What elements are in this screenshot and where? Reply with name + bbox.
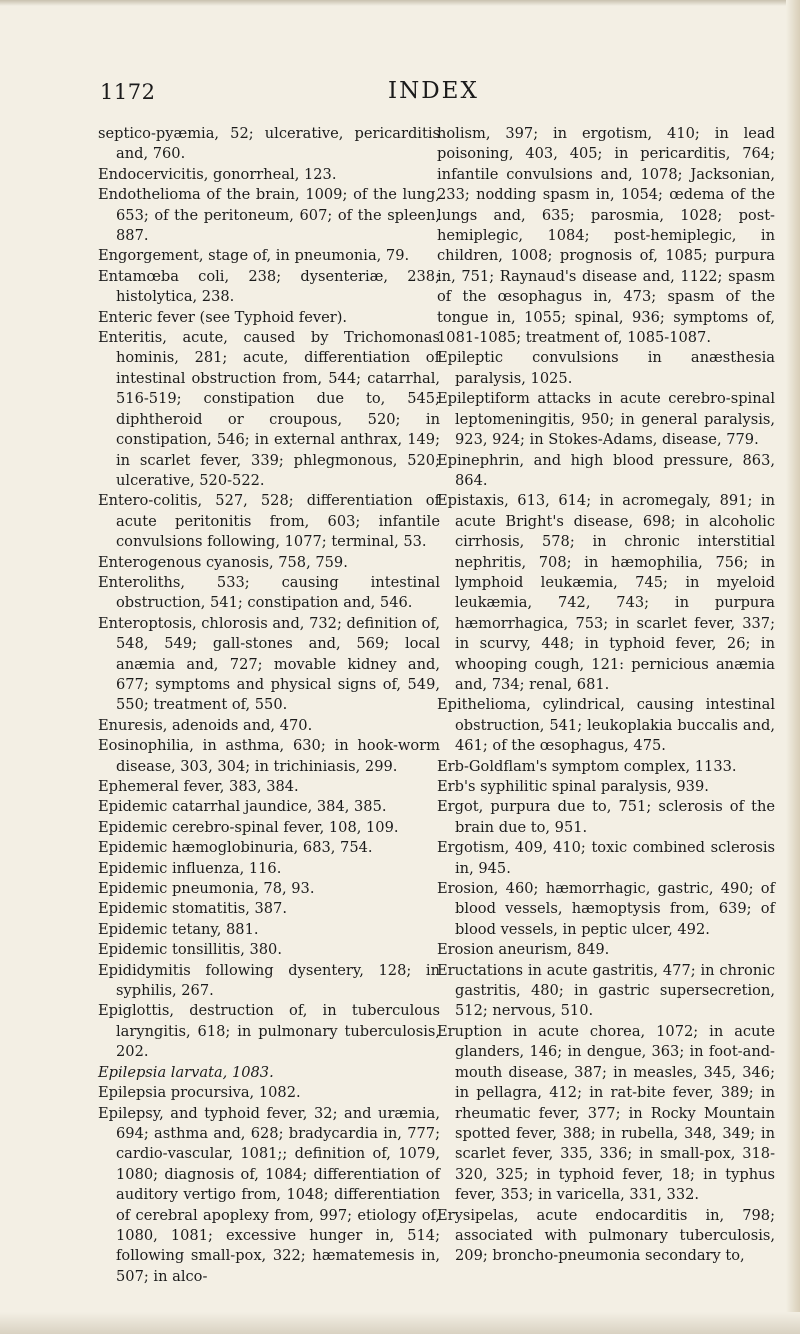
index-entry: Enteroliths, 533; causing intestinal obstruction, 541; constipation and, 546. (98, 573, 440, 612)
index-entry: Epileptiform attacks in acute cerebro-spinal leptomeningitis, 950; in general paralysis, 923, 924; in Stokes-Adams, disease, 779. (437, 390, 775, 449)
index-entry: Engorgement, stage of, in pneumonia, 79. (98, 247, 410, 265)
page-title: INDEX (388, 78, 479, 104)
index-entry: Entero-colitis, 527, 528; differentiation of acute peritonitis from, 603; infantile convulsions following, 1077; terminal, 53. (98, 492, 440, 551)
index-entry: Ergot, purpura due to, 751; sclerosis of the brain due to, 951. (437, 798, 775, 836)
index-entry: Enteritis, acute, caused by Trichomonas hominis, 281; acute, differentiation of intestinal obstruction from, 544; catarrhal, 516-519; constipation due to, 545; diphtheroid or croupous, 520; in constipation, 546; in external anthrax, 149; in scarlet fever, 339; phlegmonous, 520; ulcerative, 520-522. (98, 329, 440, 489)
page-right-edge (786, 0, 800, 1334)
index-entry: Epinephrin, and high blood pressure, 863, 864. (437, 451, 775, 489)
index-entry: Epilepsia larvata, 1083. (98, 1063, 274, 1081)
index-entry: Eosinophilia, in asthma, 630; in hook-worm disease, 303, 304; in trichiniasis, 299. (98, 737, 440, 775)
index-entry: Endothelioma of the brain, 1009; of the lung, 653; of the peritoneum, 607; of the spleen, 887. (98, 186, 440, 245)
index-entry: Epidemic catarrhal jaundice, 384, 385. (98, 798, 387, 816)
index-entry: Epidemic tonsillitis, 380. (98, 941, 282, 959)
right-column (437, 124, 775, 1267)
index-entry: Epididymitis following dysentery, 128; in syphilis, 267. (98, 961, 440, 1000)
index-entry: Epidemic tetany, 881. (98, 920, 259, 938)
index-entry: Endocervicitis, gonorrheal, 123. (98, 165, 337, 183)
page-top-edge (0, 0, 800, 6)
index-entry: Epithelioma, cylindrical, causing intestinal obstruction, 541; leukoplakia buccalis and, 461; of the œsophagus, 475. (437, 696, 775, 755)
index-entry: Eructations in acute gastritis, 477; in chronic gastritis, 480; in gastric supersecretion, 512; nervous, 510. (437, 961, 775, 1020)
index-entry: Epilepsia procursiva, 1082. (98, 1084, 301, 1102)
index-entry: Epidemic influenza, 116. (98, 859, 282, 877)
index-entry: Enterogenous cyanosis, 758, 759. (98, 553, 348, 571)
index-entry: Erysipelas, acute endocarditis in, 798; associated with pulmonary tuberculosis, 209; broncho-pneumonia secondary to, (437, 1206, 775, 1265)
index-entry: Enteric fever (see Typhoid fever). (98, 308, 348, 326)
index-entry: septico-pyæmia, 52; ulcerative, pericarditis and, 760. (98, 125, 440, 163)
index-entry: Epistaxis, 613, 614; in acromegaly, 891; in acute Bright's disease, 698; in alcoholic cirrhosis, 578; in chronic interstitial nephritis, 708; in hæmophilia, 756; in lymphoid leukæmia, 745; in myeloid leukæmia, 742, 743; in purpura hæmorrhagica, 753; in scarlet fever, 337; in scurvy, 448; in typhoid fever, 26; in whooping cough, 121: pernicious anæmia and, 734; renal, 681. (437, 492, 775, 693)
index-entry: Erosion aneurism, 849. (437, 941, 610, 959)
index-entry: Entamœba coli, 238; dysenteriæ, 238; histolytica, 238. (98, 267, 440, 306)
index-entry: Epileptic convulsions in anæsthesia paralysis, 1025. (437, 349, 775, 387)
left-column (98, 124, 440, 1287)
index-entry: Epilepsy, and typhoid fever, 32; and uræmia, 694; asthma and, 628; bradycardia in, 777; cardio-vascular, 1081;; definition of, 1079, 1080; diagnosis of, 1084; differentiation of auditory vertigo from, 1048; differentiation of cerebral apoplexy from, 997; etiology of, 1080, 1081; excessive hunger in, 514; following small-pox, 322; hæmatemesis in, 507; in alco- (98, 1104, 440, 1285)
index-entry: Enteroptosis, chlorosis and, 732; definition of, 548, 549; gall-stones and, 569; local anæmia and, 727; movable kidney and, 677; symptoms and physical signs of, 549, 550; treatment of, 550. (98, 614, 440, 714)
index-entry: Eruption in acute chorea, 1072; in acute glanders, 146; in dengue, 363; in foot-and-mouth disease, 387; in measles, 345, 346; in pellagra, 412; in rat-bite fever, 389; in rheumatic fever, 377; in Rocky Mountain spotted fever, 388; in rubella, 348, 349; in scarlet fever, 335, 336; in small-pox, 318-320, 325; in typhoid fever, 18; in typhus fever, 353; in varicella, 331, 332. (437, 1022, 775, 1204)
index-entry: Erb-Goldflam's symptom complex, 1133. (437, 757, 737, 775)
page-number: 1172 (100, 80, 156, 104)
index-entry: Epiglottis, destruction of, in tuberculous laryngitis, 618; in pulmonary tuberculosis, 202. (98, 1002, 440, 1061)
page-bottom-shadow (0, 1312, 800, 1334)
index-entry: Epidemic cerebro-spinal fever, 108, 109. (98, 818, 399, 836)
index-entry: Erb's syphilitic spinal paralysis, 939. (437, 778, 709, 795)
index-entry: Ephemeral fever, 383, 384. (98, 778, 299, 795)
index-entry: Ergotism, 409, 410; toxic combined sclerosis in, 945. (437, 839, 775, 877)
page-header (100, 78, 740, 112)
index-entry: Epidemic pneumonia, 78, 93. (98, 880, 315, 898)
index-entry: Epidemic hæmoglobinuria, 683, 754. (98, 839, 373, 857)
index-entry: Epidemic stomatitis, 387. (98, 900, 287, 918)
index-entry: Enuresis, adenoids and, 470. (98, 716, 313, 734)
index-entry: Erosion, 460; hæmorrhagic, gastric, 490; of blood vessels, hæmoptysis from, 639; of blood vessels, in peptic ulcer, 492. (437, 880, 775, 938)
index-entry: holism, 397; in ergotism, 410; in lead poisoning, 403, 405; in pericarditis, 764; infantile convulsions and, 1078; Jacksonian, 233; nodding spasm in, 1054; œdema of the lungs and, 635; parosmia, 1028; post-hemiplegic, 1084; post-hemiplegic, in children, 1008; prognosis of, 1085; purpura in, 751; Raynaud's disease and, 1122; spasm of the œsophagus in, 473; spasm of the tongue in, 1055; spinal, 936; symptoms of, 1081-1085; treatment of, 1085-1087. (437, 125, 775, 347)
